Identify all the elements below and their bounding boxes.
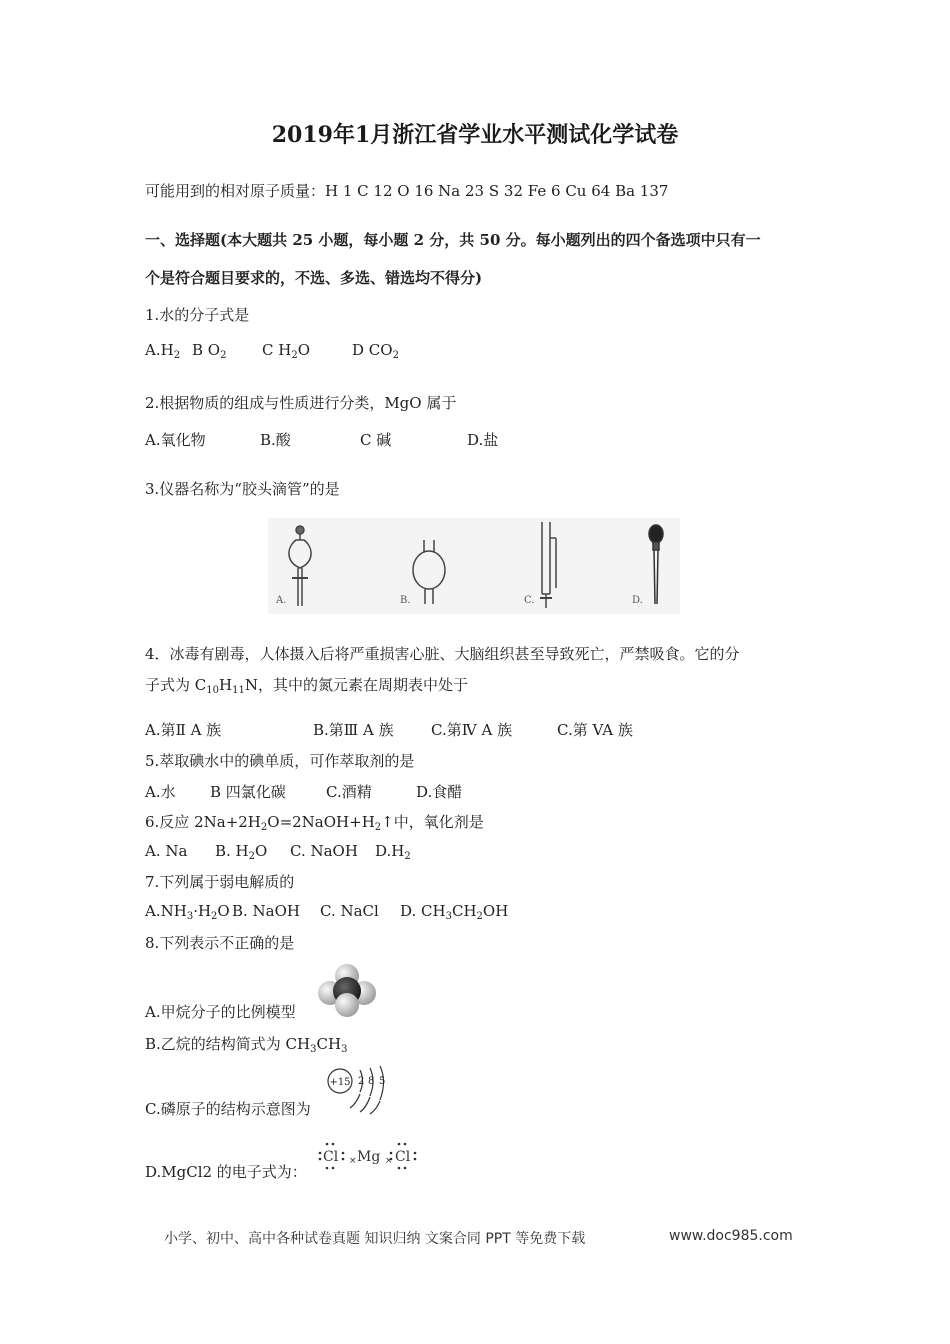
q6-option-c: C. NaOH [290,842,358,860]
question-1-options [145,341,399,359]
methane-model-icon [318,962,376,1018]
apparatus-b-label: B. [400,595,411,606]
q4-option-b: B.第Ⅲ A 族 [313,721,394,739]
question-5-options [145,781,462,802]
formula-cl-right: Cl [395,1149,411,1165]
q7-option-a: $A.NH_3\cdot H_2O$ [145,902,230,922]
q2-option-b: B.酸 [260,431,291,449]
q1-option-b: B $O_2$ [192,341,227,361]
electron-cross-right: × [385,1156,393,1166]
phosphorus-atom-diagram [326,1064,390,1116]
q1-option-c: C $H_2O$ [262,341,311,361]
apparatus-b-bulb [413,540,445,604]
q4-option-a: A.第Ⅱ A 族 [145,721,222,739]
apparatus-drawing [268,518,680,614]
footer-url[interactable]: www.doc985.com [669,1228,793,1244]
q6-option-d: $D.H_2$ [375,842,411,862]
q1-option-a: $A.H_2$ [145,341,181,361]
question-5-stem: 5.萃取碘水中的碘单质，可作萃取剂的是 [145,752,415,770]
formula-mg: Mg [357,1149,381,1165]
question-4-line-1: 4．冰毒有剧毒，人体摄入后将严重损害心脏、大脑组织甚至导致死亡，严禁吸食。它的分 [145,645,740,663]
q5-option-a: A.水 [145,783,176,801]
question-3-stem: 3.仪器名称为“胶头滴管”的是 [145,480,340,498]
formula-cl-left: Cl [323,1149,339,1165]
q4-option-d: C.第 VA 族 [557,721,633,739]
q7-option-c: C. NaCl [320,902,379,920]
q8-option-c: C.磷原子的结构示意图为 [145,1100,311,1118]
q5-option-d: D.食醋 [416,783,463,801]
question-7-stem: 7.下列属于弱电解质的 [145,873,295,891]
section-heading-line-2: 个是符合题目要求的，不选、多选、错选均不得分) [145,269,483,287]
q7-option-b: B. NaOH [232,902,301,920]
page-title: 2019年1月浙江省学业水平测试化学试卷 [271,122,679,148]
apparatus-d-dropper [649,525,663,604]
footer-text: 小学、初中、高中各种试卷真题 知识归纳 文案合同 PPT 等免费下载 [164,1231,586,1247]
q7-option-d: D. $CH_3CH_2OH$ [400,902,509,922]
apparatus-d-label: D. [632,595,643,606]
question-6-options [145,842,411,860]
apparatus-a-separatory-funnel [289,526,311,606]
question-6-stem: 6.反应 $2Na+2H_2O=2NaOH+H_2↑$中，氧化剂是 [145,813,484,833]
question-8-stem: 8.下列表示不正确的是 [145,934,295,952]
section-heading-line-1: 一、选择题(本大题共 25 小题，每小题 2 分，共 50 分。每小题列出的四个备选项中只有一 [145,231,761,249]
atom-nucleus-charge: +15 [329,1077,351,1088]
shell-1-electrons: 2 [358,1076,365,1087]
q8-option-d: D.MgCl2 的电子式为： [145,1163,307,1181]
apparatus-c-burette [540,522,556,608]
electron-cross-left: × [349,1156,357,1166]
q6-option-a: A. Na [145,842,188,860]
q5-option-c: C.酒精 [326,783,372,801]
atomic-masses-line: 可能用到的相对原子质量：H 1 C 12 O 16 Na 23 S 32 Fe 6 Cu 64 Ba 137 [145,182,669,200]
question-4-options [145,719,633,740]
apparatus-a-label: A. [276,595,287,606]
question-4-line-2: 子式为 $C_{10}H_{11}N$，其中的氮元素在周期表中处于 [145,676,468,696]
question-1-stem: 1.水的分子式是 [145,306,250,324]
question-2-stem: 2.根据物质的组成与性质进行分类，MgO 属于 [145,394,457,412]
q2-option-d: D.盐 [467,431,499,449]
question-2-options [145,429,498,450]
apparatus-figure [268,518,680,614]
q5-option-b: B 四氯化碳 [210,783,286,801]
q8-option-a: A.甲烷分子的比例模型 [145,1003,296,1021]
shell-3-electrons: 5 [379,1076,386,1087]
q2-option-c: C 碱 [360,431,392,449]
apparatus-c-label: C. [524,595,535,606]
q2-option-a: A.氧化物 [145,431,206,449]
shell-2-electrons: 8 [368,1076,375,1087]
q4-option-c: C.第Ⅳ A 族 [431,721,513,739]
q1-option-d: D $CO_2$ [352,341,399,361]
q6-option-b: B. $H_2O$ [215,842,268,862]
q8-option-b: B.乙烷的结构简式为 $CH_3CH_3$ [145,1035,348,1055]
mgcl2-electron-formula [315,1138,425,1172]
question-7-options [145,902,508,920]
